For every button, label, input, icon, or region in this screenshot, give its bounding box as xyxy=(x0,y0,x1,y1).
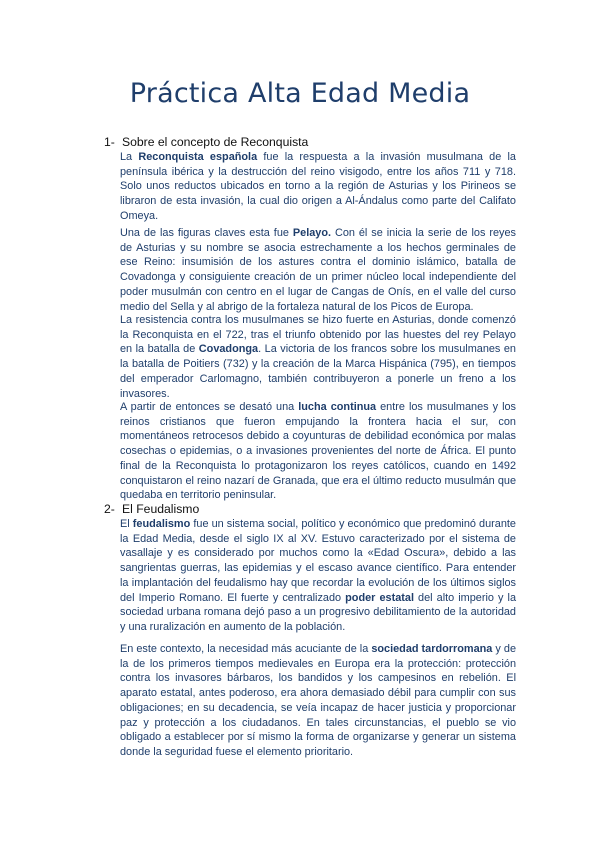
text-run: fue un sistema social, político y económico que predominó durante la Edad Media, desde el siglo IX al XV. Estuvo caracterizado por el sistema de vasallaje y es considerado por muchos como la «Edad Oscura», debido a las sangrientas guerras, las epidemias y el escaso avance científico. Para entender la implantación del feudalismo hay que recordar la evolución de los últimos siglos del Imperio Romano. El fuerte y centralizado xyxy=(120,518,516,604)
paragraph xyxy=(120,400,516,503)
section-2-title: El Feudalismo xyxy=(122,502,200,516)
bold-term: sociedad tardorromana xyxy=(371,643,493,655)
bold-term: Reconquista española xyxy=(138,151,258,163)
bold-term: feudalismo xyxy=(132,518,191,530)
text-run: El xyxy=(120,518,133,530)
text-run: La xyxy=(120,151,139,163)
paragraph xyxy=(120,517,516,635)
paragraph xyxy=(120,226,516,314)
section-1-heading xyxy=(104,135,308,149)
bold-term: poder estatal xyxy=(345,591,414,604)
text-run: del alto imperio y la sociedad urbana romana dejó paso a un progresivo debilitamiento de la autoridad y una ruralización en aumento de la población. xyxy=(120,591,516,633)
text-run: En este contexto, la necesidad más acuciante de la xyxy=(120,643,372,655)
bold-term: Covadonga xyxy=(198,343,259,356)
paragraph xyxy=(120,150,516,224)
paragraph xyxy=(120,313,516,401)
paragraph xyxy=(120,642,516,760)
text-run: A partir de entonces se desató una xyxy=(120,401,299,413)
section-1-number: 1- xyxy=(104,135,115,149)
bold-term: Pelayo. xyxy=(292,227,332,239)
section-2-heading xyxy=(104,502,199,516)
text-run: entre los musulmanes y los reinos cristianos que fueron empujando la frontera hacia el sur, con momentáneos retrocesos debido a coyunturas de debilidad económica por malas cosechas o epidemias, o a invasiones provenientes del norte de África. El punto final de la Reconquista lo protagonizaron los reyes católicos, cuando en 1492 conquistaron el reino nazarí de Granada, que era el último reducto musulmán que quedaba en territorio peninsular. xyxy=(120,401,517,502)
text-run: La resistencia contra los musulmanes se hizo fuerte en Asturias, donde comenzó la Reconquista en el 722, tras el triunfo obtenido por las huestes del rey Pelayo en la batalla de xyxy=(120,314,516,356)
text-run: . La victoria de los francos sobre los musulmanes en la batalla de Poitiers (732) y la creación de la Marca Hispánica (795), en tiempos del emperador Carlomagno, también contribuyeron a ponerle un freno a los invasores. xyxy=(120,343,516,400)
section-2-number: 2- xyxy=(104,502,115,516)
text-run: Con él se inicia la serie de los reyes de Asturias y su nombre se asocia estrechamente a los hechos germinales de ese Reino: insumisión de los astures contra el dominio islámico, batalla de Covadonga y consiguiente creación de un primer núcleo local independiente del poder musulmán con centro en el lugar de Cangas de Onís, en el valle del curso medio del Sella y al abrigo de la fortaleza natural de los Picos de Europa. xyxy=(120,227,516,313)
section-1-title: Sobre el concepto de Reconquista xyxy=(122,135,309,149)
text-run: Una de las figuras claves esta fue xyxy=(120,227,293,239)
page-title: Práctica Alta Edad Media xyxy=(129,78,471,109)
bold-term: lucha continua xyxy=(298,401,377,413)
text-run: fue la respuesta a la invasión musulmana de la península ibérica y la destrucción del reino visigodo, entre los años 711 y 718. Solo unos reductos ubicados en torno a la región de Asturias y los Pirineos se libraron de esta invasión, la cual dio origen a Al-Ándalus como parte del Califato Omeya. xyxy=(120,151,516,222)
text-run: y de la de los primeros tiempos medievales en Europa era la protección: protección contra los invasores bárbaros, los bandidos y los campesinos en rebelión. El aparato estatal, antes poderoso, era ahora demasiado débil para cumplir con sus obligaciones; en su decadencia, se veía incapaz de hacer justicia y proporcionar paz y protección a los ciudadanos. En tales circunstancias, el pueblo se vio obligado a establecer por sí mismo la forma de organizarse y generar un sistema donde la seguridad fuese el elemento prioritario. xyxy=(120,643,516,758)
